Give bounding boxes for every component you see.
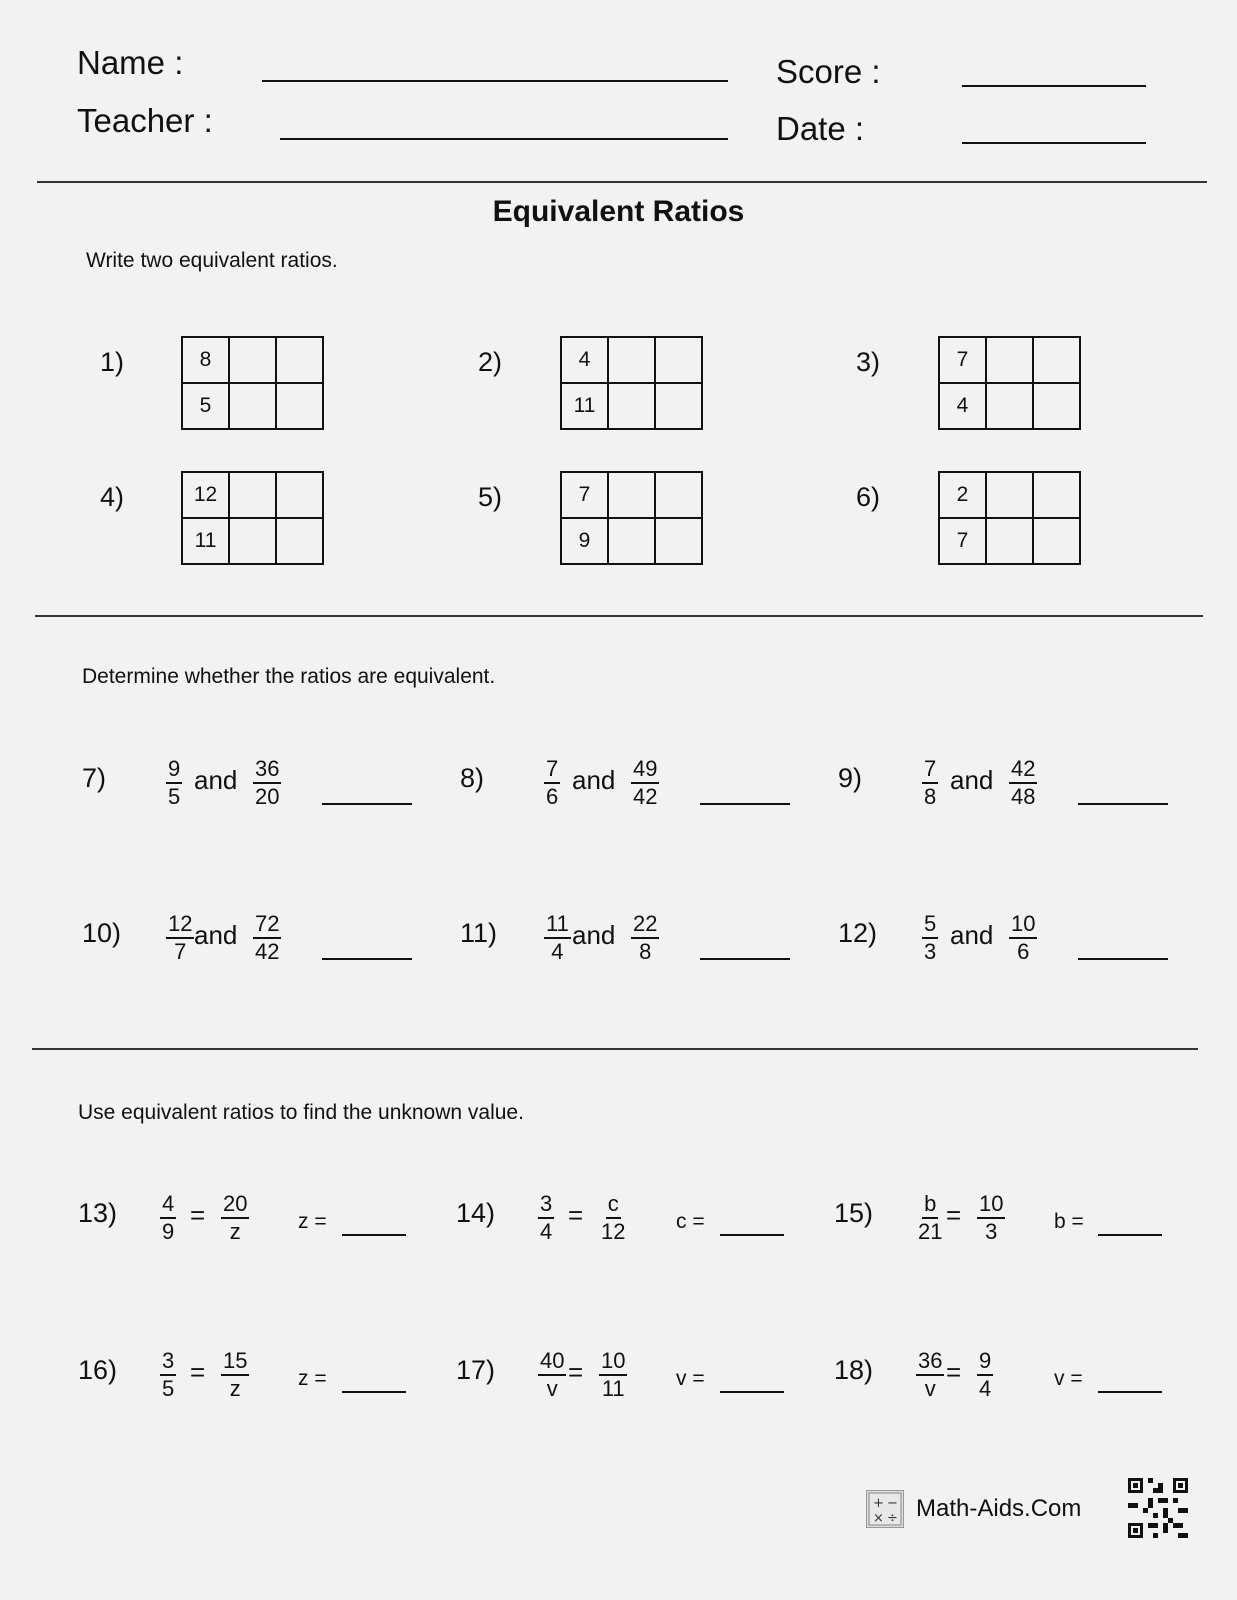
ratio-given-bottom: 5	[182, 383, 229, 429]
fraction-a-numerator: 12	[166, 912, 194, 939]
ratio-given-top: 12	[182, 472, 229, 518]
fraction-a	[544, 912, 571, 964]
ratio-answer-cell[interactable]	[229, 383, 276, 429]
fraction-b-denominator: z	[229, 1219, 241, 1244]
problem-number: 11)	[460, 918, 498, 948]
qr-code-icon	[1128, 1478, 1188, 1538]
teacher-label: Teacher :	[77, 102, 213, 139]
fraction-b	[221, 1192, 249, 1244]
ratio-given-bottom: 4	[939, 383, 986, 429]
ratio-answer-cell[interactable]	[276, 383, 323, 429]
ratio-answer-cell[interactable]	[1033, 472, 1080, 518]
fraction-b	[977, 1192, 1005, 1244]
answer-blank[interactable]	[720, 1234, 784, 1236]
ratio-answer-cell[interactable]	[229, 337, 276, 383]
section1-instruction: Write two equivalent ratios.	[86, 249, 338, 272]
fraction-b	[631, 757, 659, 809]
fraction-b	[977, 1349, 993, 1401]
and-word: and	[572, 920, 616, 950]
ratio-answer-cell[interactable]	[1033, 383, 1080, 429]
fraction-a	[538, 1192, 554, 1244]
fraction-a	[538, 1349, 566, 1401]
and-word: and	[194, 920, 238, 950]
problem-number: 5)	[478, 482, 503, 512]
answer-blank[interactable]	[720, 1391, 784, 1393]
ratio-answer-cell[interactable]	[655, 337, 702, 383]
name-field[interactable]	[262, 80, 728, 82]
ratio-answer-cell[interactable]	[276, 472, 323, 518]
answer-blank[interactable]	[1078, 958, 1168, 960]
answer-label: v =	[1054, 1367, 1083, 1390]
ratio-answer-cell[interactable]	[229, 472, 276, 518]
fraction-a	[160, 1192, 176, 1244]
ratio-given-top: 8	[182, 337, 229, 383]
fraction-a-numerator: 3	[538, 1192, 554, 1219]
fraction-a-denominator: v	[924, 1376, 936, 1401]
fraction-a-numerator: 36	[916, 1349, 944, 1376]
section2-divider	[32, 1048, 1198, 1050]
problem-number: 2)	[478, 347, 503, 377]
fraction-b-denominator: 11	[601, 1376, 625, 1401]
equals-sign: =	[190, 1357, 206, 1387]
fraction-b-numerator: 20	[221, 1192, 249, 1219]
section2-instruction: Determine whether the ratios are equivalent.	[82, 665, 496, 688]
fraction-a-numerator: 11	[544, 912, 571, 939]
ratio-given-top: 7	[561, 472, 608, 518]
ratio-table	[181, 336, 324, 430]
problem-number: 15)	[834, 1198, 874, 1228]
problem-number: 14)	[456, 1198, 496, 1228]
fraction-a-numerator: 9	[166, 757, 182, 784]
ratio-answer-cell[interactable]	[229, 518, 276, 564]
ratio-answer-cell[interactable]	[1033, 337, 1080, 383]
answer-blank[interactable]	[322, 958, 412, 960]
answer-blank[interactable]	[1098, 1234, 1162, 1236]
page-title: Equivalent Ratios	[492, 195, 745, 228]
answer-blank[interactable]	[342, 1234, 406, 1236]
fraction-a-denominator: 5	[168, 784, 181, 809]
ratio-answer-cell[interactable]	[655, 383, 702, 429]
fraction-b	[599, 1349, 627, 1401]
problem-number: 8)	[460, 763, 485, 793]
fraction-b-denominator: 12	[601, 1219, 626, 1244]
fraction-b-numerator: 9	[977, 1349, 993, 1376]
answer-label: b =	[1054, 1210, 1084, 1233]
fraction-a-denominator: 21	[918, 1219, 943, 1244]
fraction-a-denominator: 8	[924, 784, 937, 809]
score-label: Score :	[776, 53, 881, 90]
ratio-given-top: 4	[561, 337, 608, 383]
fraction-b-numerator: 15	[221, 1349, 249, 1376]
fraction-b-numerator: c	[606, 1192, 621, 1219]
answer-blank[interactable]	[700, 803, 790, 805]
ratio-table	[938, 471, 1081, 565]
ratio-given-bottom: 7	[939, 518, 986, 564]
svg-text:+: +	[873, 1496, 884, 1511]
fraction-b-denominator: 42	[633, 784, 658, 809]
fraction-b	[1009, 757, 1037, 809]
fraction-a-denominator: 9	[162, 1219, 175, 1244]
fraction-a-numerator: 5	[922, 912, 938, 939]
ratio-answer-cell[interactable]	[608, 383, 655, 429]
fraction-b-numerator: 42	[1009, 757, 1037, 784]
section1-divider	[35, 615, 1203, 617]
equals-sign: =	[190, 1200, 206, 1230]
ratio-answer-cell[interactable]	[986, 383, 1033, 429]
ratio-answer-cell[interactable]	[608, 472, 655, 518]
ratio-answer-cell[interactable]	[986, 337, 1033, 383]
equals-sign: =	[568, 1357, 584, 1387]
teacher-field[interactable]	[280, 138, 728, 140]
fraction-b-numerator: 72	[253, 912, 281, 939]
fraction-b	[631, 912, 659, 964]
and-word: and	[950, 920, 994, 950]
fraction-b-numerator: 10	[977, 1192, 1005, 1219]
equals-sign: =	[568, 1200, 584, 1230]
ratio-given-bottom: 9	[561, 518, 608, 564]
fraction-a-denominator: 5	[162, 1376, 175, 1401]
answer-blank[interactable]	[342, 1391, 406, 1393]
fraction-b-denominator: 8	[639, 939, 652, 964]
fraction-a-numerator: 3	[160, 1349, 176, 1376]
fraction-a	[544, 757, 560, 809]
ratio-table	[181, 471, 324, 565]
problem-number: 7)	[82, 763, 107, 793]
and-word: and	[572, 765, 616, 795]
fraction-b	[221, 1349, 249, 1401]
problem-number: 13)	[78, 1198, 118, 1228]
header-divider	[37, 181, 1207, 183]
fraction-a-denominator: 6	[546, 784, 559, 809]
fraction-a-denominator: 4	[540, 1219, 553, 1244]
ratio-answer-cell[interactable]	[608, 337, 655, 383]
date-label: Date :	[776, 110, 865, 147]
fraction-b	[253, 912, 281, 964]
svg-text:−: −	[887, 1496, 898, 1511]
fraction-a	[160, 1349, 176, 1401]
fraction-b-numerator: 10	[599, 1349, 627, 1376]
fraction-b	[599, 1192, 627, 1244]
fraction-a-numerator: 4	[160, 1192, 176, 1219]
problem-number: 1)	[100, 347, 125, 377]
name-label: Name :	[77, 44, 184, 81]
answer-blank[interactable]	[1078, 803, 1168, 805]
score-field[interactable]	[962, 85, 1146, 87]
fraction-a-numerator: 40	[538, 1349, 566, 1376]
ratio-answer-cell[interactable]	[1033, 518, 1080, 564]
ratio-answer-cell[interactable]	[986, 518, 1033, 564]
problem-number: 18)	[834, 1355, 874, 1385]
svg-text:÷: ÷	[887, 1511, 898, 1526]
equals-sign: =	[946, 1200, 962, 1230]
answer-blank[interactable]	[322, 803, 412, 805]
fraction-b-denominator: 48	[1011, 784, 1036, 809]
ratio-answer-cell[interactable]	[276, 518, 323, 564]
ratio-given-bottom: 11	[182, 518, 229, 564]
fraction-a	[922, 757, 938, 809]
problem-number: 10)	[82, 918, 122, 948]
ratio-given-bottom: 11	[561, 383, 608, 429]
fraction-b-numerator: 10	[1009, 912, 1037, 939]
fraction-a-denominator: 4	[551, 939, 564, 964]
answer-blank[interactable]	[700, 958, 790, 960]
ratio-table	[560, 471, 703, 565]
problem-number: 3)	[856, 347, 881, 377]
ratio-table	[938, 336, 1081, 430]
date-field[interactable]	[962, 142, 1146, 144]
fraction-a	[166, 757, 182, 809]
fraction-a-numerator: b	[922, 1192, 938, 1219]
fraction-a-numerator: 7	[544, 757, 560, 784]
answer-blank[interactable]	[1098, 1391, 1162, 1393]
ratio-answer-cell[interactable]	[986, 472, 1033, 518]
fraction-a-numerator: 7	[922, 757, 938, 784]
answer-label: v =	[676, 1367, 705, 1390]
fraction-a	[916, 1192, 944, 1244]
fraction-a-denominator: 7	[174, 939, 187, 964]
fraction-b-denominator: 6	[1017, 939, 1030, 964]
brand-name: Math-Aids.Com	[916, 1495, 1082, 1522]
fraction-a-denominator: v	[546, 1376, 558, 1401]
section3-instruction: Use equivalent ratios to find the unknown value.	[78, 1101, 524, 1124]
calculator-icon	[866, 1490, 904, 1528]
problem-number: 17)	[456, 1355, 496, 1385]
problem-number: 9)	[838, 763, 863, 793]
fraction-b-denominator: 4	[979, 1376, 992, 1401]
ratio-answer-cell[interactable]	[655, 518, 702, 564]
ratio-answer-cell[interactable]	[608, 518, 655, 564]
problem-number: 12)	[838, 918, 878, 948]
fraction-b-denominator: 20	[255, 784, 280, 809]
fraction-a	[922, 912, 938, 964]
fraction-a	[916, 1349, 944, 1401]
fraction-a-denominator: 3	[924, 939, 937, 964]
problem-number: 6)	[856, 482, 881, 512]
fraction-b-denominator: 42	[255, 939, 280, 964]
ratio-answer-cell[interactable]	[655, 472, 702, 518]
ratio-table	[560, 336, 703, 430]
answer-label: z =	[298, 1367, 327, 1390]
fraction-b-numerator: 36	[253, 757, 281, 784]
fraction-a	[166, 912, 194, 964]
answer-label: z =	[298, 1210, 327, 1233]
and-word: and	[194, 765, 238, 795]
fraction-b-numerator: 22	[631, 912, 659, 939]
ratio-given-top: 2	[939, 472, 986, 518]
and-word: and	[950, 765, 994, 795]
ratio-given-top: 7	[939, 337, 986, 383]
answer-label: c =	[676, 1210, 705, 1233]
fraction-b-denominator: 3	[985, 1219, 998, 1244]
problem-number: 16)	[78, 1355, 118, 1385]
fraction-b	[1009, 912, 1037, 964]
svg-text:×: ×	[873, 1511, 884, 1526]
fraction-b-numerator: 49	[631, 757, 659, 784]
ratio-answer-cell[interactable]	[276, 337, 323, 383]
fraction-b-denominator: z	[229, 1376, 241, 1401]
problem-number: 4)	[100, 482, 125, 512]
fraction-b	[253, 757, 281, 809]
equals-sign: =	[946, 1357, 962, 1387]
